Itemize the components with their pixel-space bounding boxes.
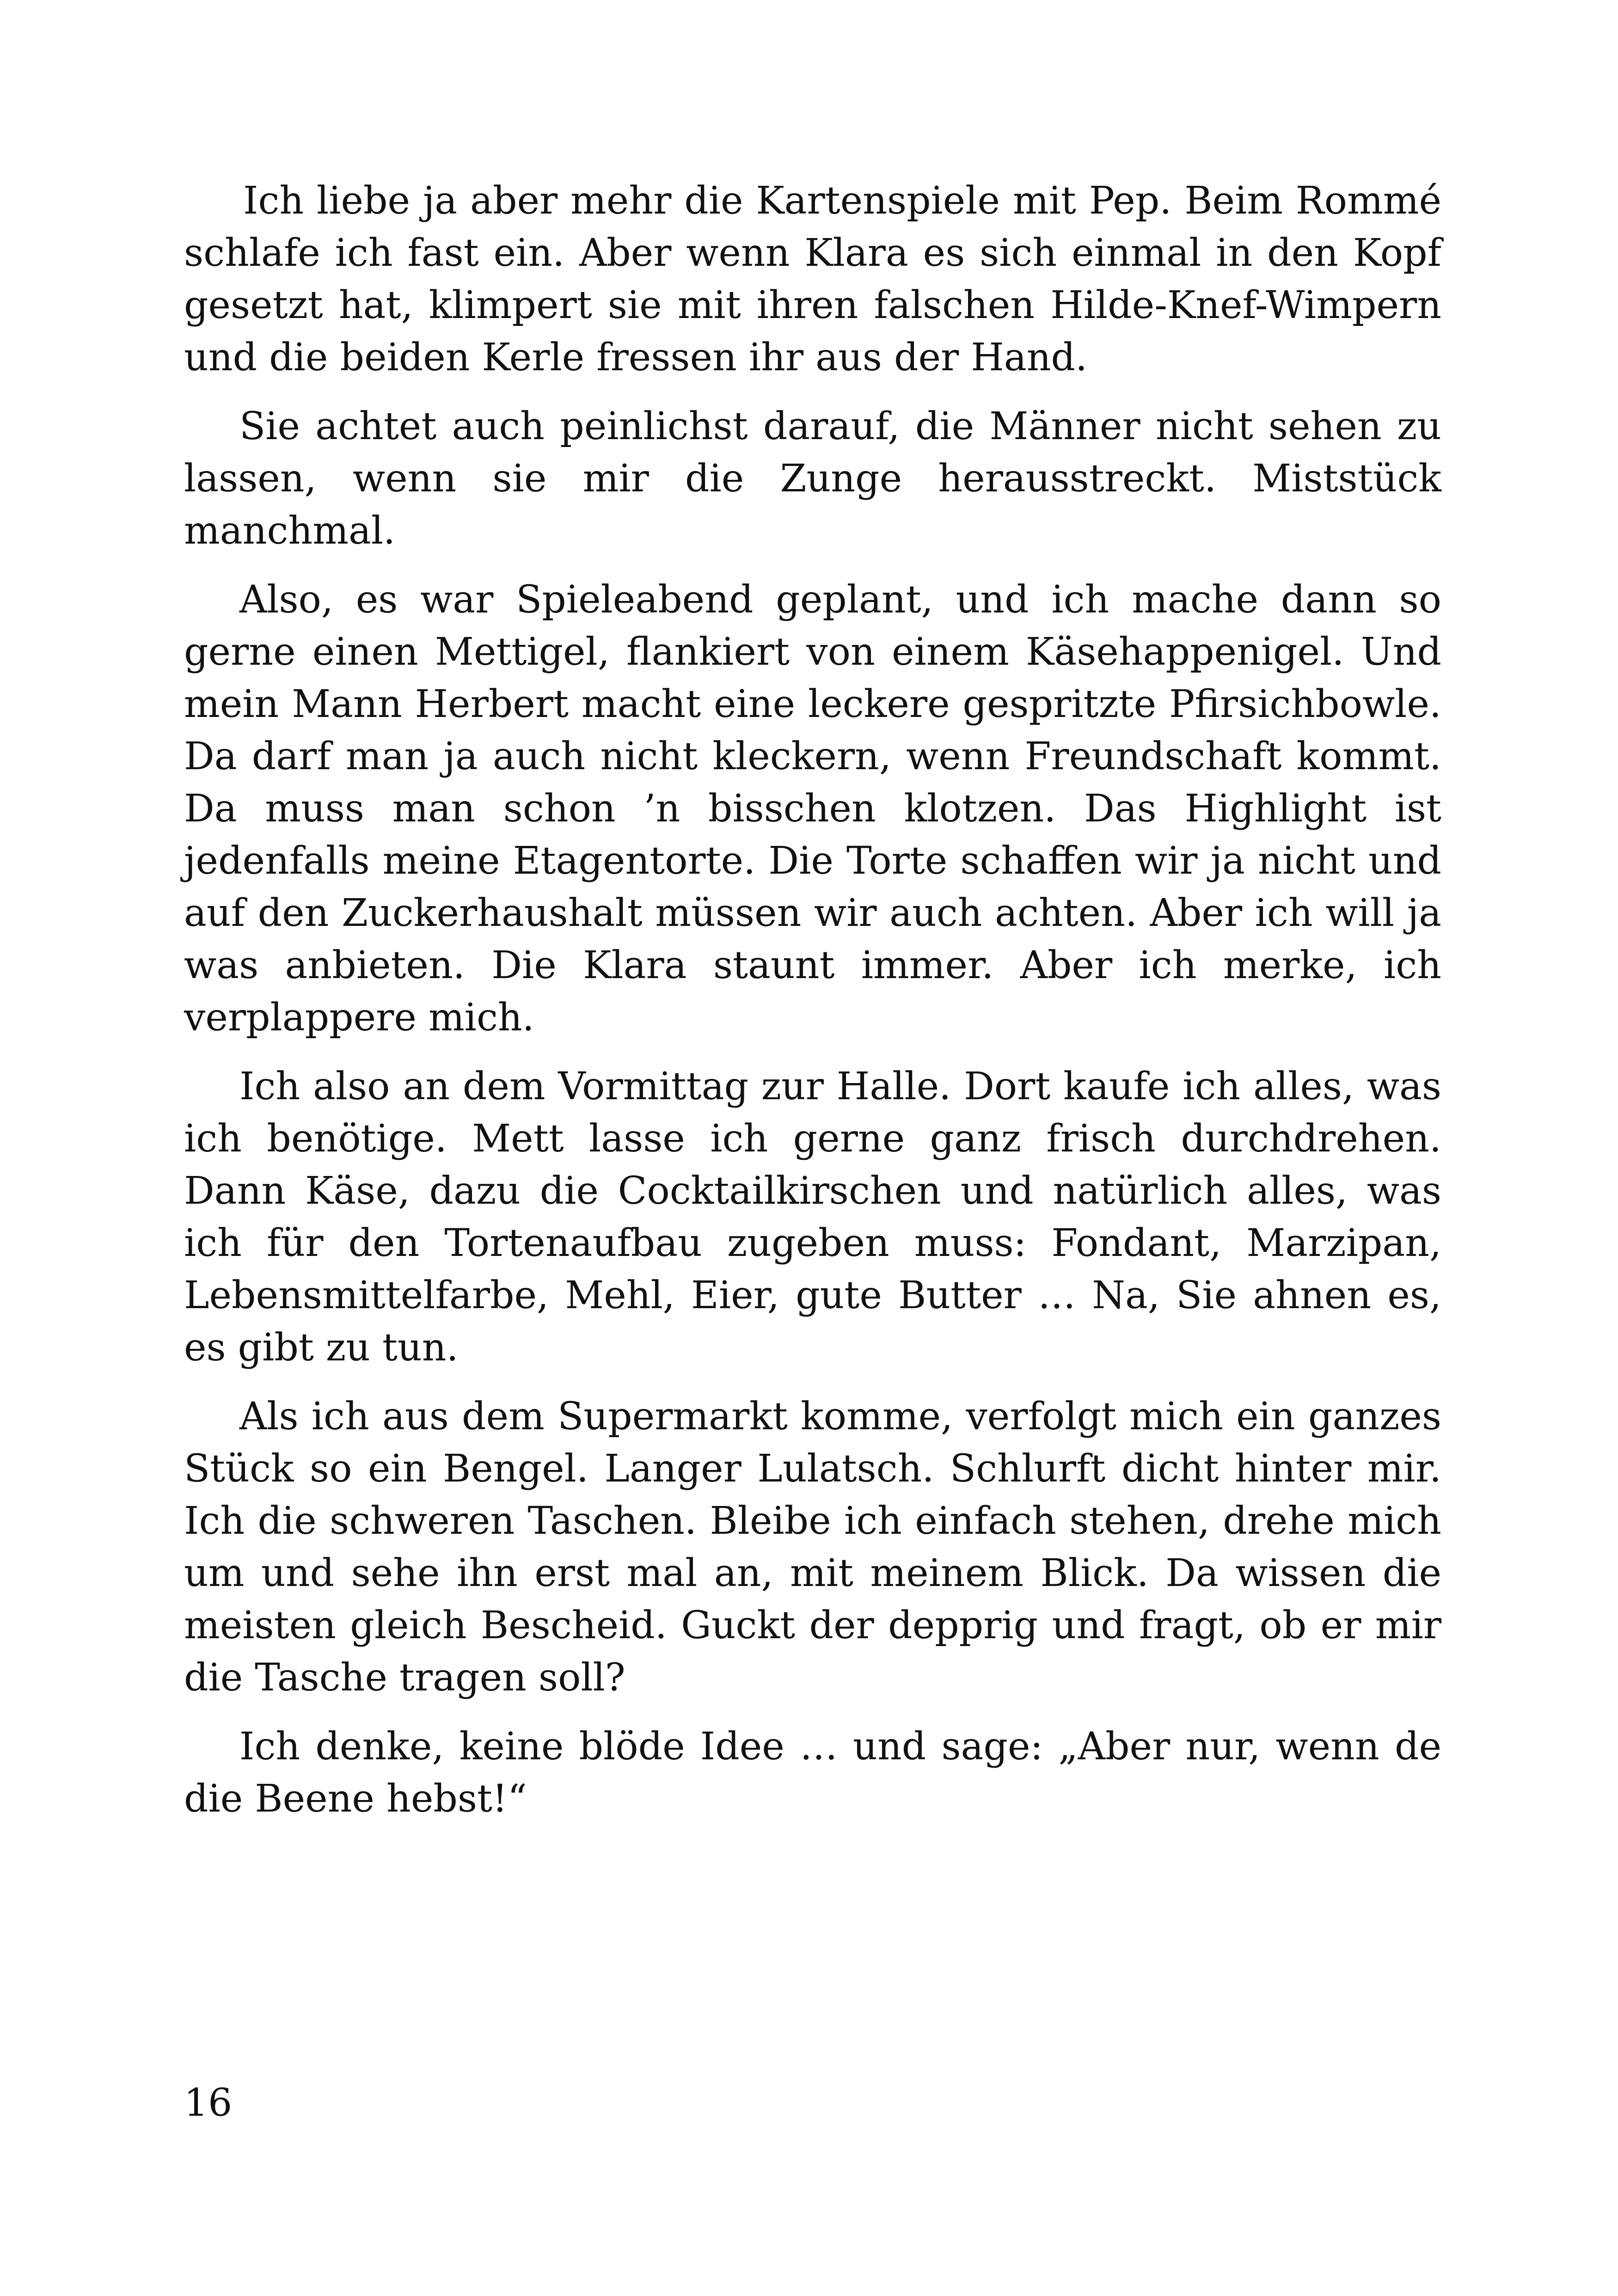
paragraph: Ich denke, keine blöde Idee … und sage: „Aber nur, wenn de die Beene hebst!“ [184, 1725, 1441, 1821]
paragraph: Sie achtet auch peinlichst darauf, die Männer nicht sehen zu lassen, wenn sie mir die Zunge herausstreckt. Miststück manchmal. [184, 404, 1441, 553]
body-text [184, 175, 1441, 1842]
paragraph: Also, es war Spieleabend geplant, und ich mache dann so gerne einen Mettigel, flankiert von einem Käsehappenigel. Und mein Mann Herbert macht eine leckere gespritzte Pfirsichbowle. Da darf man ja auch nicht kleckern, wenn Freundschaft kommt. Da muss man schon ’n bisschen klotzen. Das Highlight ist jedenfalls meine Etagentorte. Die Torte schaffen wir ja nicht und auf den Zuckerhaushalt müssen wir auch achten. Aber ich will ja was anbieten. Die Klara staunt immer. Aber ich merke, ich verplappere mich. [184, 578, 1441, 1040]
paragraph: Als ich aus dem Supermarkt komme, verfolgt mich ein ganzes Stück so ein Bengel. Langer Lulatsch. Schlurft dicht hinter mir. Ich die schweren Taschen. Bleibe ich einfach stehen, drehe mich um und sehe ihn erst mal an, mit meinem Blick. Da wissen die meisten gleich Bescheid. Guckt der depprig und fragt, ob er mir die Tasche tragen soll? [184, 1395, 1441, 1700]
page-number: 16 [184, 2081, 233, 2125]
paragraph: Ich liebe ja aber mehr die Kartenspiele mit Pep. Beim Rommé schlafe ich fast ein. Aber wenn Klara es sich einmal in den Kopf gesetzt hat, klimpert sie mit ihren falschen Hilde-Knef-Wimpern und die beiden Kerle fressen ihr aus der Hand. [184, 179, 1441, 380]
paragraph: Ich also an dem Vormittag zur Halle. Dort kaufe ich alles, was ich benötige. Mett lasse ich gerne ganz frisch durchdrehen. Dann Käse, dazu die Cocktailkirschen und natürlich alles, was ich für den Tortenaufbau zugeben muss: Fondant, Marzipan, Lebensmittelfarbe, Mehl, Eier, gute Butter … Na, Sie ahnen es, es gibt zu tun. [184, 1065, 1441, 1370]
